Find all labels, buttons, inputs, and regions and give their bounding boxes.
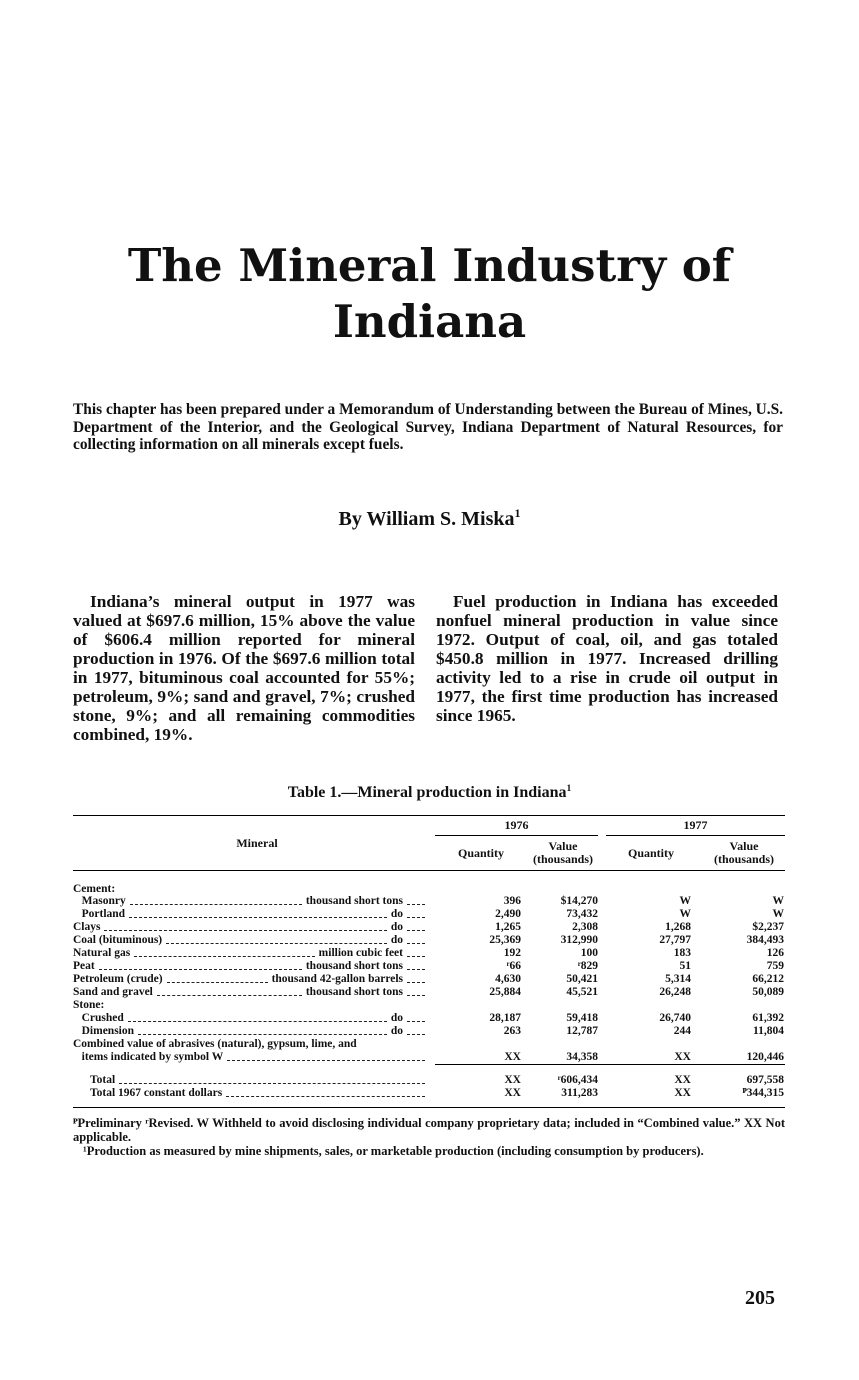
- cell-value-1976: 73,432: [566, 908, 598, 920]
- cell-quantity-1976: 1,265: [495, 921, 521, 933]
- cell-quantity-1977: W: [679, 895, 691, 907]
- cell-quantity-1977: 26,248: [659, 986, 691, 998]
- leader-dots: [130, 895, 302, 905]
- table-bottom-rule: [73, 1107, 785, 1108]
- row-label: Clays: [73, 921, 101, 933]
- row-unit: do: [390, 934, 403, 946]
- paragraph-right: Fuel production in Indiana has exceeded nonfuel mineral production in value since 1972. Output of coal, oil, and gas totaled $450.8 million in 1977. Increased drilling activity led to a rise in crude oil output in 1977, the first time production has increased since 1965.: [436, 592, 778, 725]
- row-unit: do: [390, 908, 403, 920]
- cell-quantity-1976: XX: [504, 1087, 521, 1099]
- cell-value-1977: 697,558: [746, 1074, 784, 1086]
- cell-value-1977: ᴾ344,315: [742, 1087, 784, 1099]
- cell-quantity-1976: 28,187: [489, 1012, 521, 1024]
- cell-value-1977: $2,237: [752, 921, 784, 933]
- table-row: [73, 947, 785, 959]
- table-row: [73, 986, 785, 998]
- row-label: Cement:: [73, 883, 116, 895]
- leader-dots: [407, 973, 425, 983]
- leader-dots: [407, 1025, 425, 1035]
- cell-quantity-1977: XX: [674, 1051, 691, 1063]
- row-unit: thousand short tons: [305, 960, 403, 972]
- table-row: [73, 1025, 785, 1037]
- cell-value-1976: 311,283: [561, 1087, 598, 1099]
- cell-value-1976: 50,421: [566, 973, 598, 985]
- cell-value-1977: 11,804: [753, 1025, 784, 1037]
- row-unit: thousand short tons: [305, 986, 403, 998]
- chapter-note: This chapter has been prepared under a Memorandum of Understanding between the Bureau of Mines, U.S. Department of the Interior, and the Geological Survey, Indiana Department of Natural Resources, for collecting information on all minerals except fuels.: [73, 401, 784, 453]
- leader-dots: [407, 960, 425, 970]
- leader-dots: [407, 895, 425, 905]
- leader-dots: [99, 960, 302, 970]
- header-value-label: Value: [729, 839, 759, 853]
- cell-quantity-1977: 51: [679, 960, 691, 972]
- table-row: [73, 973, 785, 985]
- table-row: [73, 1012, 785, 1024]
- table-total-row: [73, 1074, 785, 1086]
- header-quantity-1977: Quantity: [627, 846, 674, 860]
- cell-value-1976: $14,270: [560, 895, 598, 907]
- cell-quantity-1976: 192: [503, 947, 521, 959]
- header-value-1977: [699, 840, 789, 866]
- page-title: [0, 238, 859, 350]
- cell-value-1977: W: [772, 895, 784, 907]
- table-row: [73, 883, 785, 895]
- cell-quantity-1977: 1,268: [665, 921, 691, 933]
- leader-dots: [129, 908, 387, 918]
- cell-value-1977: 50,089: [752, 986, 784, 998]
- footnote-symbols: ᴾPreliminary ʳRevised. W Withheld to avoid disclosing individual company proprietary data; included in “Combined value.” XX Not applicable.: [73, 1116, 785, 1144]
- header-rule-1977: [606, 835, 785, 836]
- cell-quantity-1976: ʳ66: [506, 960, 521, 972]
- row-label: Portland: [73, 908, 126, 920]
- table-total-row: [73, 1087, 785, 1099]
- cell-quantity-1976: 4,630: [495, 973, 521, 985]
- header-year-1976: 1976: [504, 818, 529, 832]
- cell-quantity-1977: 5,314: [665, 973, 691, 985]
- table-row: [73, 1038, 785, 1050]
- author-byline: [0, 508, 859, 531]
- table-caption-mark: 1: [566, 782, 572, 794]
- header-quantity-1976: Quantity: [457, 846, 504, 860]
- row-unit: million cubic feet: [318, 947, 403, 959]
- table-top-rule: [73, 815, 785, 816]
- cell-quantity-1976: XX: [504, 1074, 521, 1086]
- table-row: [73, 934, 785, 946]
- row-unit: thousand 42-gallon barrels: [271, 973, 403, 985]
- cell-quantity-1976: 25,369: [489, 934, 521, 946]
- leader-dots: [226, 1087, 425, 1097]
- cell-value-1976: 312,990: [560, 934, 598, 946]
- header-rule-1976: [435, 835, 598, 836]
- author-footnote-mark: 1: [514, 506, 521, 521]
- table-caption: [0, 784, 859, 802]
- leader-dots: [407, 986, 425, 996]
- cell-quantity-1976: 2,490: [495, 908, 521, 920]
- leader-dots: [138, 1025, 387, 1035]
- leader-dots: [119, 1074, 425, 1084]
- header-mineral: Mineral: [236, 836, 278, 850]
- cell-quantity-1977: XX: [674, 1074, 691, 1086]
- table-row: [73, 1051, 785, 1063]
- table-caption-text: Table 1.—Mineral production in Indiana: [287, 784, 567, 801]
- header-value-unit: (thousands): [532, 852, 594, 866]
- cell-value-1977: 61,392: [752, 1012, 784, 1024]
- cell-value-1977: 66,212: [752, 973, 784, 985]
- row-unit: do: [390, 921, 403, 933]
- row-label: Total 1967 constant dollars: [73, 1087, 223, 1099]
- leader-dots: [166, 934, 387, 944]
- paragraph-left: Indiana’s mineral output in 1977 was valued at $697.6 million, 15% above the value of $606.4 million reported for mineral production in 1976. Of the $697.6 million total in 1977, bituminous coal accounted for 55%; petroleum, 9%; sand and gravel, 7%; crushed stone, 9%; and all remaining commodities combined, 19%.: [73, 592, 415, 744]
- leader-dots: [407, 921, 425, 931]
- header-value-1976: [518, 840, 608, 866]
- row-label: Combined value of abrasives (natural), gypsum, lime, and: [73, 1038, 357, 1050]
- row-label: Petroleum (crude): [73, 973, 163, 985]
- leader-dots: [128, 1012, 387, 1022]
- header-value-unit: (thousands): [713, 852, 775, 866]
- leader-dots: [407, 934, 425, 944]
- cell-value-1977: 384,493: [746, 934, 784, 946]
- cell-value-1976: 100: [580, 947, 598, 959]
- table-row: [73, 921, 785, 933]
- table-row: [73, 908, 785, 920]
- cell-value-1977: 759: [766, 960, 784, 972]
- cell-value-1976: 59,418: [566, 1012, 598, 1024]
- cell-value-1976: 34,358: [566, 1051, 598, 1063]
- cell-quantity-1976: XX: [504, 1051, 521, 1063]
- leader-dots: [227, 1051, 425, 1061]
- row-label: Dimension: [73, 1025, 135, 1037]
- row-label: Masonry: [73, 895, 126, 907]
- leader-dots: [104, 921, 386, 931]
- cell-quantity-1976: 396: [503, 895, 521, 907]
- title-line-1: The Mineral Industry of: [127, 239, 732, 292]
- page-number: 205: [745, 1287, 775, 1309]
- cell-value-1976: 12,787: [566, 1025, 598, 1037]
- title-line-2: Indiana: [332, 295, 527, 348]
- footnote-production: ¹Production as measured by mine shipments, sales, or marketable production (including consumption by producers).: [83, 1144, 704, 1158]
- leader-dots: [134, 947, 314, 957]
- row-label: Coal (bituminous): [73, 934, 163, 946]
- row-label: Peat: [73, 960, 95, 972]
- cell-quantity-1977: 27,797: [659, 934, 691, 946]
- cell-quantity-1977: 244: [673, 1025, 691, 1037]
- row-label: Natural gas: [73, 947, 131, 959]
- cell-quantity-1977: 183: [673, 947, 691, 959]
- row-label: Crushed: [73, 1012, 124, 1024]
- total-rule: [435, 1064, 785, 1065]
- cell-value-1976: ʳ606,434: [557, 1074, 598, 1086]
- leader-dots: [407, 1012, 425, 1022]
- row-label: Stone:: [73, 999, 105, 1011]
- cell-value-1977: 120,446: [746, 1051, 784, 1063]
- leader-dots: [167, 973, 268, 983]
- row-label: Sand and gravel: [73, 986, 153, 998]
- row-unit: do: [390, 1025, 403, 1037]
- leader-dots: [157, 986, 302, 996]
- row-label: items indicated by symbol W: [73, 1051, 224, 1063]
- leader-dots: [407, 908, 425, 918]
- cell-value-1977: W: [772, 908, 784, 920]
- cell-quantity-1977: W: [679, 908, 691, 920]
- header-bottom-rule: [73, 870, 785, 871]
- cell-value-1976: ʳ829: [577, 960, 598, 972]
- header-value-label: Value: [548, 839, 578, 853]
- cell-value-1976: 2,308: [572, 921, 598, 933]
- author-name: By William S. Miska: [338, 508, 515, 530]
- cell-quantity-1976: 25,884: [489, 986, 521, 998]
- table-footnotes: [73, 1116, 785, 1158]
- cell-quantity-1977: 26,740: [659, 1012, 691, 1024]
- table-row: [73, 999, 785, 1011]
- mineral-production-table: [73, 815, 785, 1115]
- row-label: Total: [73, 1074, 116, 1086]
- table-row: [73, 895, 785, 907]
- cell-quantity-1977: XX: [674, 1087, 691, 1099]
- leader-dots: [407, 947, 425, 957]
- table-row: [73, 960, 785, 972]
- row-unit: thousand short tons: [305, 895, 403, 907]
- header-year-1977: 1977: [683, 818, 708, 832]
- cell-quantity-1976: 263: [503, 1025, 521, 1037]
- cell-value-1976: 45,521: [566, 986, 598, 998]
- row-unit: do: [390, 1012, 403, 1024]
- cell-value-1977: 126: [766, 947, 784, 959]
